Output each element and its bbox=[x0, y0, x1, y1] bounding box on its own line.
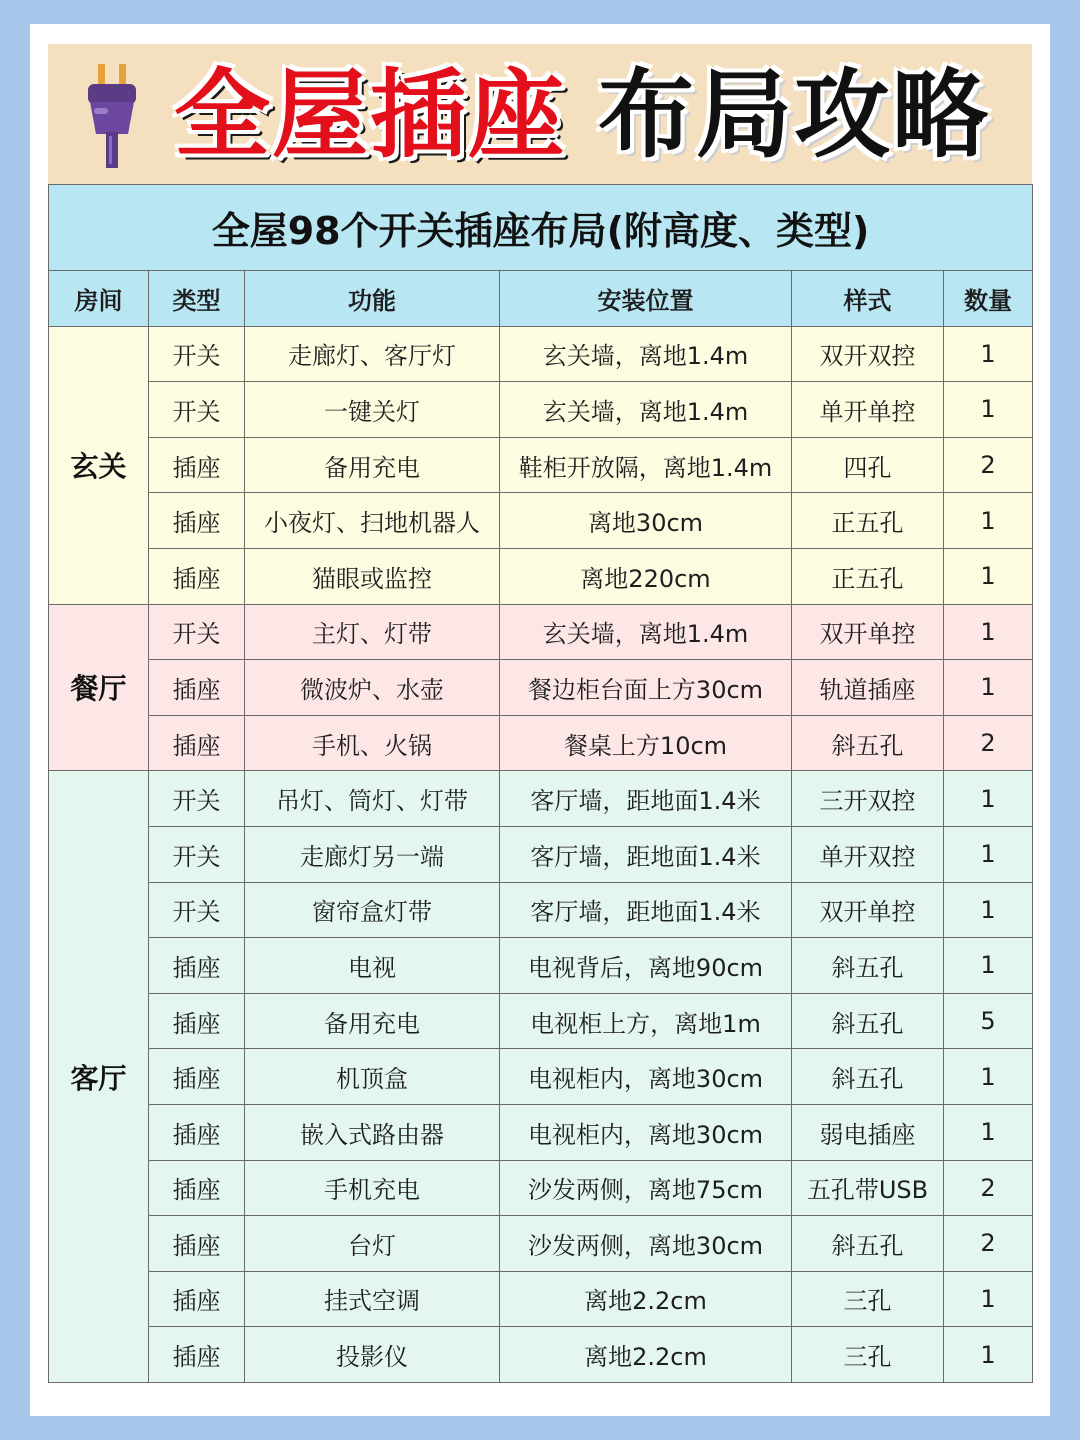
cell-function: 电视 bbox=[245, 938, 500, 994]
cell-quantity: 2 bbox=[944, 715, 1033, 771]
table-row bbox=[49, 437, 1033, 493]
cell-style: 三开双控 bbox=[792, 771, 944, 827]
cell-style: 三孔 bbox=[792, 1271, 944, 1327]
cell-type: 开关 bbox=[149, 382, 245, 438]
cell-type: 插座 bbox=[149, 548, 245, 604]
cell-type: 插座 bbox=[149, 1327, 245, 1383]
table-row bbox=[49, 382, 1033, 438]
cell-position: 餐桌上方10cm bbox=[500, 715, 792, 771]
cell-function: 手机充电 bbox=[245, 1160, 500, 1216]
cell-position: 玄关墙，离地1.4m bbox=[500, 382, 792, 438]
cell-position: 客厅墙，距地面1.4米 bbox=[500, 771, 792, 827]
table-row bbox=[49, 938, 1033, 994]
table-row bbox=[49, 326, 1033, 382]
cell-quantity: 1 bbox=[944, 604, 1033, 660]
cell-position: 鞋柜开放隔，离地1.4m bbox=[500, 437, 792, 493]
table-row bbox=[49, 771, 1033, 827]
cell-function: 微波炉、水壶 bbox=[245, 660, 500, 716]
cell-position: 离地2.2cm bbox=[500, 1327, 792, 1383]
cell-function: 小夜灯、扫地机器人 bbox=[245, 493, 500, 549]
cell-function: 走廊灯另一端 bbox=[245, 826, 500, 882]
title-part-red: 全屋插座 bbox=[174, 59, 566, 171]
cell-style: 斜五孔 bbox=[792, 1216, 944, 1272]
cell-function: 挂式空调 bbox=[245, 1271, 500, 1327]
cell-style: 弱电插座 bbox=[792, 1104, 944, 1160]
cell-type: 插座 bbox=[149, 1160, 245, 1216]
cell-position: 离地30cm bbox=[500, 493, 792, 549]
col-header-quantity: 数量 bbox=[944, 271, 1033, 327]
cell-quantity: 1 bbox=[944, 771, 1033, 827]
cell-style: 斜五孔 bbox=[792, 715, 944, 771]
cell-position: 沙发两侧，离地30cm bbox=[500, 1216, 792, 1272]
cell-quantity: 1 bbox=[944, 938, 1033, 994]
cell-type: 插座 bbox=[149, 1271, 245, 1327]
cell-quantity: 1 bbox=[944, 660, 1033, 716]
table-row bbox=[49, 1271, 1033, 1327]
cell-type: 插座 bbox=[149, 1049, 245, 1105]
cell-quantity: 1 bbox=[944, 548, 1033, 604]
cell-quantity: 1 bbox=[944, 1104, 1033, 1160]
cell-type: 插座 bbox=[149, 437, 245, 493]
cell-position: 客厅墙，距地面1.4米 bbox=[500, 826, 792, 882]
cell-function: 手机、火锅 bbox=[245, 715, 500, 771]
col-header-room: 房间 bbox=[49, 271, 149, 327]
cell-function: 备用充电 bbox=[245, 993, 500, 1049]
cell-position: 离地2.2cm bbox=[500, 1271, 792, 1327]
table-row bbox=[49, 548, 1033, 604]
cell-position: 玄关墙，离地1.4m bbox=[500, 604, 792, 660]
cell-position: 电视背后，离地90cm bbox=[500, 938, 792, 994]
cell-style: 正五孔 bbox=[792, 493, 944, 549]
cell-style: 单开双控 bbox=[792, 826, 944, 882]
room-cell: 客厅 bbox=[49, 771, 149, 1383]
cell-position: 电视柜内，离地30cm bbox=[500, 1104, 792, 1160]
cell-function: 投影仪 bbox=[245, 1327, 500, 1383]
cell-quantity: 1 bbox=[944, 1327, 1033, 1383]
cell-position: 玄关墙，离地1.4m bbox=[500, 326, 792, 382]
table-subtitle: 全屋98个开关插座布局(附高度、类型) bbox=[49, 185, 1033, 271]
table-row bbox=[49, 882, 1033, 938]
cell-function: 备用充电 bbox=[245, 437, 500, 493]
cell-style: 单开单控 bbox=[792, 382, 944, 438]
room-cell: 餐厅 bbox=[49, 604, 149, 771]
cell-quantity: 5 bbox=[944, 993, 1033, 1049]
title-part-black: 布局攻略 bbox=[598, 59, 990, 171]
cell-quantity: 1 bbox=[944, 1271, 1033, 1327]
cell-position: 沙发两侧，离地75cm bbox=[500, 1160, 792, 1216]
cell-quantity: 2 bbox=[944, 1216, 1033, 1272]
cell-function: 吊灯、筒灯、灯带 bbox=[245, 771, 500, 827]
cell-quantity: 1 bbox=[944, 326, 1033, 382]
table-row bbox=[49, 1327, 1033, 1383]
table-row bbox=[49, 1104, 1033, 1160]
table-row bbox=[49, 826, 1033, 882]
cell-type: 开关 bbox=[149, 326, 245, 382]
cell-style: 斜五孔 bbox=[792, 993, 944, 1049]
cell-quantity: 2 bbox=[944, 1160, 1033, 1216]
cell-function: 机顶盒 bbox=[245, 1049, 500, 1105]
col-header-type: 类型 bbox=[149, 271, 245, 327]
table-row bbox=[49, 604, 1033, 660]
cell-type: 插座 bbox=[149, 1104, 245, 1160]
cell-quantity: 1 bbox=[944, 493, 1033, 549]
cell-style: 三孔 bbox=[792, 1327, 944, 1383]
cell-position: 客厅墙，距地面1.4米 bbox=[500, 882, 792, 938]
cell-position: 电视柜上方，离地1m bbox=[500, 993, 792, 1049]
cell-function: 走廊灯、客厅灯 bbox=[245, 326, 500, 382]
cell-type: 开关 bbox=[149, 604, 245, 660]
cell-quantity: 1 bbox=[944, 1049, 1033, 1105]
cell-quantity: 1 bbox=[944, 826, 1033, 882]
cell-style: 轨道插座 bbox=[792, 660, 944, 716]
layout-table bbox=[48, 184, 1033, 1383]
table-row bbox=[49, 1216, 1033, 1272]
col-header-function: 功能 bbox=[245, 271, 500, 327]
cell-style: 斜五孔 bbox=[792, 938, 944, 994]
table-row bbox=[49, 1049, 1033, 1105]
cell-type: 插座 bbox=[149, 1216, 245, 1272]
col-header-position: 安装位置 bbox=[500, 271, 792, 327]
subtitle-row bbox=[49, 185, 1033, 271]
cell-position: 电视柜内，离地30cm bbox=[500, 1049, 792, 1105]
cell-style: 双开单控 bbox=[792, 604, 944, 660]
cell-type: 开关 bbox=[149, 826, 245, 882]
title-banner bbox=[48, 44, 1032, 184]
cell-quantity: 1 bbox=[944, 882, 1033, 938]
cell-function: 嵌入式路由器 bbox=[245, 1104, 500, 1160]
cell-type: 插座 bbox=[149, 938, 245, 994]
cell-quantity: 2 bbox=[944, 437, 1033, 493]
table-row bbox=[49, 660, 1033, 716]
power-plug-icon bbox=[78, 64, 148, 174]
cell-type: 开关 bbox=[149, 771, 245, 827]
cell-style: 斜五孔 bbox=[792, 1049, 944, 1105]
table-row bbox=[49, 715, 1033, 771]
cell-type: 插座 bbox=[149, 993, 245, 1049]
cell-function: 窗帘盒灯带 bbox=[245, 882, 500, 938]
cell-style: 正五孔 bbox=[792, 548, 944, 604]
header-row bbox=[49, 271, 1033, 327]
cell-function: 主灯、灯带 bbox=[245, 604, 500, 660]
cell-style: 五孔带USB bbox=[792, 1160, 944, 1216]
cell-type: 开关 bbox=[149, 882, 245, 938]
cell-quantity: 1 bbox=[944, 382, 1033, 438]
table-row bbox=[49, 1160, 1033, 1216]
table-row bbox=[49, 493, 1033, 549]
cell-style: 四孔 bbox=[792, 437, 944, 493]
cell-type: 插座 bbox=[149, 715, 245, 771]
poster-card bbox=[30, 24, 1050, 1416]
cell-type: 插座 bbox=[149, 660, 245, 716]
cell-function: 台灯 bbox=[245, 1216, 500, 1272]
cell-position: 餐边柜台面上方30cm bbox=[500, 660, 792, 716]
room-cell: 玄关 bbox=[49, 326, 149, 604]
cell-position: 离地220cm bbox=[500, 548, 792, 604]
cell-function: 猫眼或监控 bbox=[245, 548, 500, 604]
cell-function: 一键关灯 bbox=[245, 382, 500, 438]
table-row bbox=[49, 993, 1033, 1049]
cell-style: 双开双控 bbox=[792, 326, 944, 382]
col-header-style: 样式 bbox=[792, 271, 944, 327]
cell-style: 双开单控 bbox=[792, 882, 944, 938]
cell-type: 插座 bbox=[149, 493, 245, 549]
